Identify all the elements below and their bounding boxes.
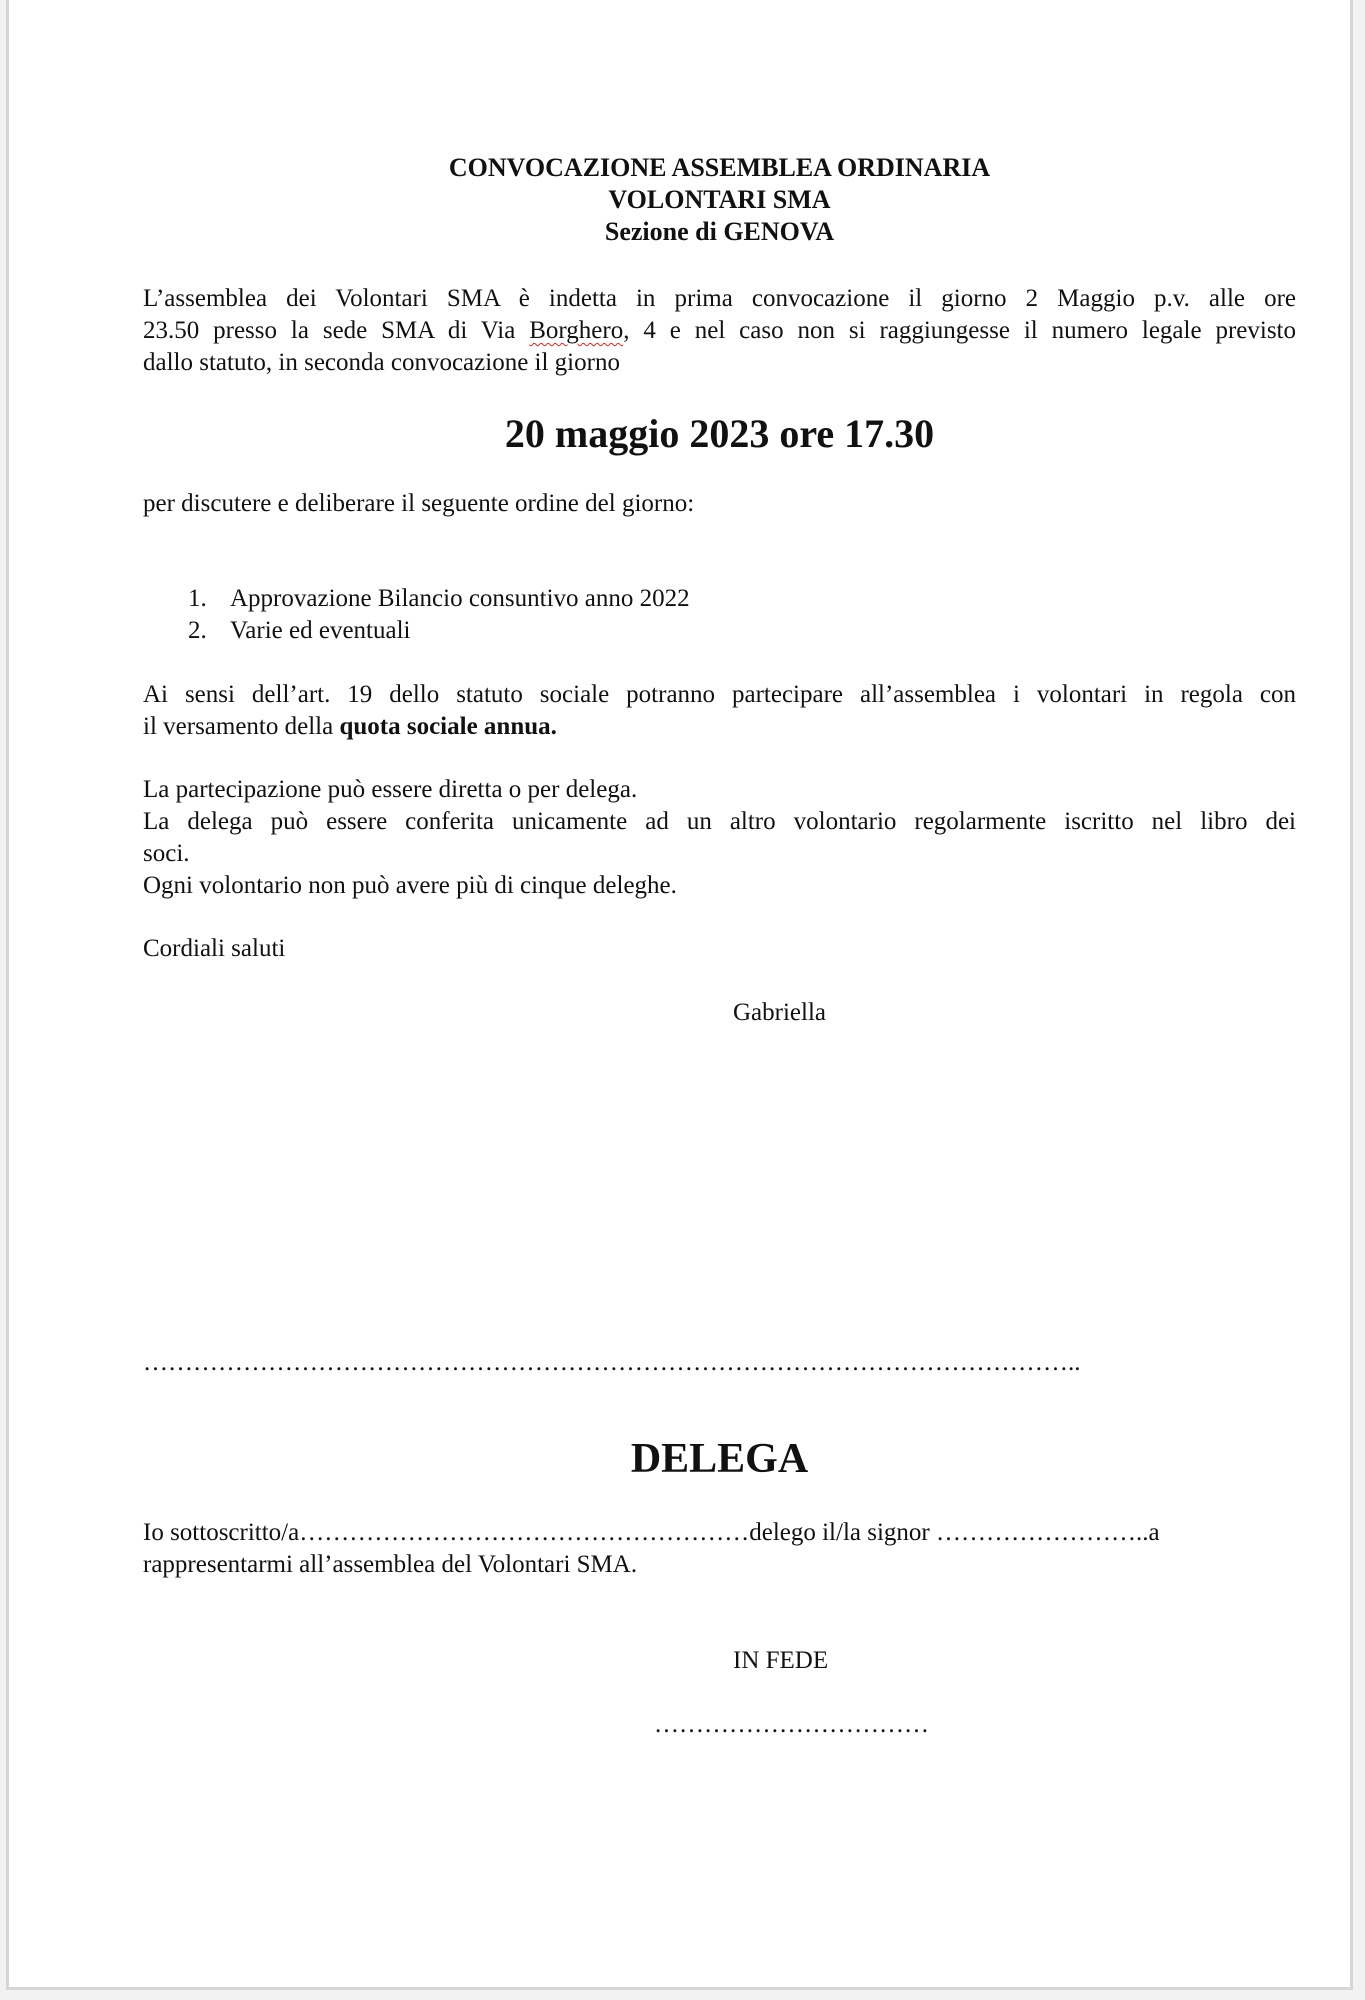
- statute-line-2: [143, 711, 1296, 743]
- agenda-intro: per discutere e deliberare il seguente ordine del giorno:: [143, 490, 695, 517]
- participation-line-4: Ogni volontario non può avere più di cinque deleghe.: [143, 872, 677, 899]
- agenda-item: [188, 583, 690, 615]
- participation-line-2: La delega può essere conferita unicamente ad un altro volontario regolarmente iscritto nel libro dei: [143, 808, 1296, 835]
- agenda-item-number: 2.: [188, 617, 207, 644]
- closing-greeting: Cordiali saluti: [143, 935, 286, 962]
- participation-line-1: La partecipazione può essere diretta o per delega.: [143, 776, 638, 803]
- agenda-item-text: Varie ed eventuali: [230, 617, 411, 644]
- intro-line-2-end: , 4 e nel caso non si raggiungesse il numero legale previsto: [623, 317, 1296, 344]
- intro-line-1: L’assemblea dei Volontari SMA è indetta in prima convocazione il giorno 2 Maggio p.v. alle ore: [143, 285, 1296, 312]
- signature-dotted-line: ……………………………: [654, 1711, 929, 1738]
- intro-line-2-start: 23.50 presso la sede SMA di Via: [143, 317, 530, 344]
- participation-line-3: soci.: [143, 840, 190, 867]
- intro-line-3: dallo statuto, in seconda convocazione il giorno: [143, 349, 620, 376]
- delega-line-2: rappresentarmi all’assemblea del Volontari SMA.: [143, 1551, 638, 1578]
- statute-line-2-start: il versamento della: [143, 713, 340, 740]
- delega-line-1: Io sottoscritto/a………………………………………………delego il/la signor ……………………..a: [143, 1519, 1160, 1546]
- document-page: [6, 0, 1353, 1990]
- intro-line-2: [143, 315, 1296, 347]
- agenda-item: [188, 615, 410, 647]
- signature-name: Gabriella: [733, 999, 827, 1026]
- in-fede-label: IN FEDE: [733, 1647, 829, 1674]
- agenda-item-number: 1.: [188, 585, 207, 612]
- heading-line-1: CONVOCAZIONE ASSEMBLEA ORDINARIA: [448, 153, 991, 182]
- heading-line-2: VOLONTARI SMA: [608, 185, 831, 214]
- statute-line-1: Ai sensi dell’art. 19 dello statuto sociale potranno partecipare all’assemblea i volontari in regola con: [143, 681, 1296, 708]
- separator-dotted-line: …………………………………………………………………………………………………..: [143, 1349, 1081, 1376]
- delega-title: DELEGA: [630, 1436, 809, 1482]
- heading-line-3: Sezione di GENOVA: [604, 217, 835, 246]
- misspelled-word: Borghero: [529, 317, 624, 344]
- agenda-item-text: Approvazione Bilancio consuntivo anno 2022: [230, 585, 690, 612]
- statute-bold-text: quota sociale annua.: [339, 713, 557, 740]
- meeting-date: 20 maggio 2023 ore 17.30: [504, 411, 935, 456]
